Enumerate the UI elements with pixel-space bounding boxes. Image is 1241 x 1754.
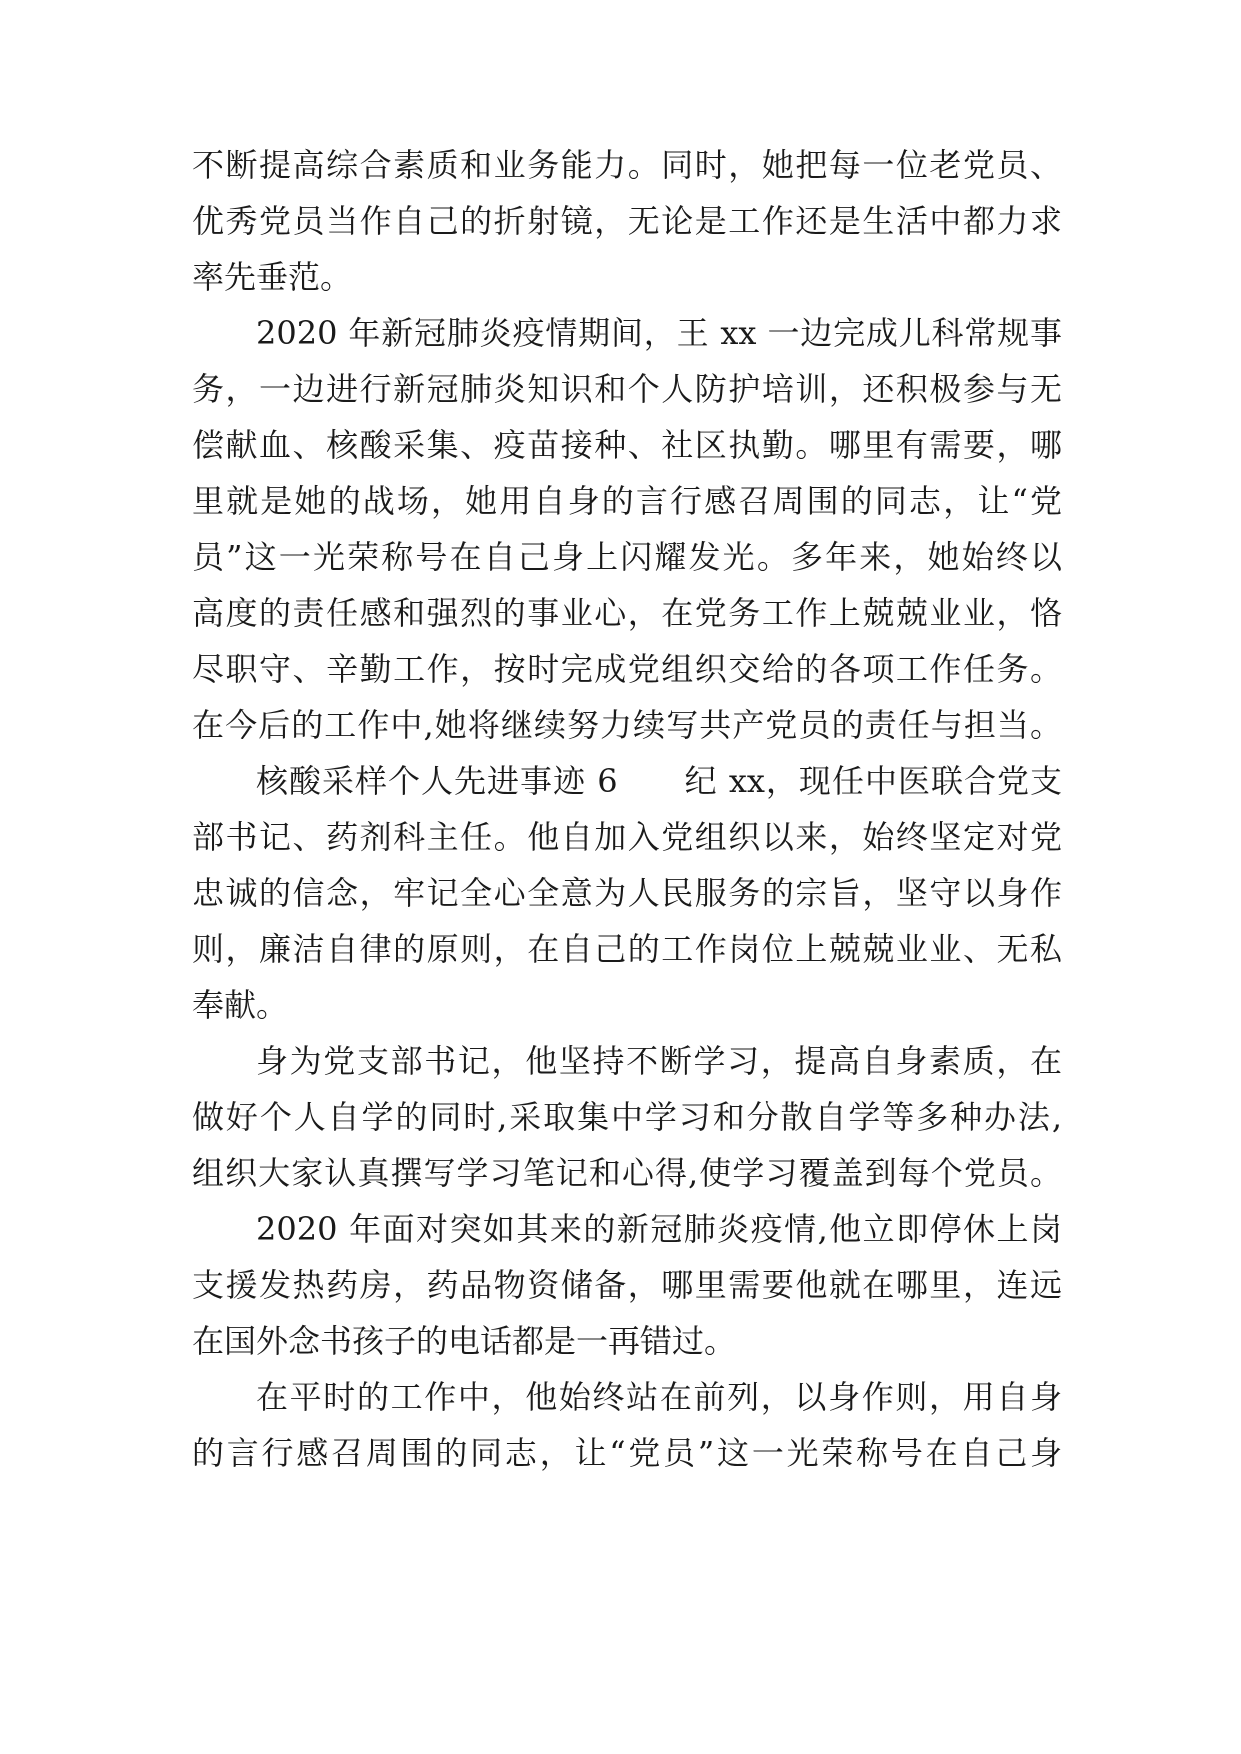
text-line: 里就是她的战场，她用自身的言行感召周围的同志，让“党 (192, 482, 1062, 520)
document-body (192, 137, 1062, 1481)
text-line: 做好个人自学的同时,采取集中学习和分散自学等多种办法, (192, 1098, 1062, 1136)
text-line: 在国外念书孩子的电话都是一再错过。 (192, 1322, 737, 1360)
text-line: 身为党支部书记，他坚持不断学习，提高自身素质，在 (256, 1042, 1062, 1080)
text-line: 则，廉洁自律的原则，在自己的工作岗位上兢兢业业、无私 (192, 930, 1062, 968)
text-line: 高度的责任感和强烈的事业心，在党务工作上兢兢业业，恪 (192, 594, 1062, 632)
text-line: 偿献血、核酸采集、疫苗接种、社区执勤。哪里有需要，哪 (192, 426, 1062, 464)
text-line: 奉献。 (192, 986, 289, 1024)
text-line: 的言行感召周围的同志，让“党员”这一光荣称号在自己身 (192, 1434, 1062, 1472)
text-line: 支援发热药房，药品物资储备，哪里需要他就在哪里，连远 (192, 1266, 1062, 1304)
text-line: 不断提高综合素质和业务能力。同时，她把每一位老党员、 (192, 146, 1062, 184)
text-line: 优秀党员当作自己的折射镜，无论是工作还是生活中都力求 (192, 202, 1062, 240)
text-line: 率先垂范。 (192, 258, 353, 296)
text-line: 2020 年新冠肺炎疫情期间，王 xx 一边完成儿科常规事 (256, 314, 1062, 352)
text-line: 组织大家认真撰写学习笔记和心得,使学习覆盖到每个党员。 (192, 1154, 1062, 1192)
text-line: 尽职守、辛勤工作，按时完成党组织交给的各项工作任务。 (192, 650, 1062, 688)
text-line: 核酸采样个人先进事迹 6 纪 xx，现任中医联合党支 (256, 762, 1062, 800)
text-line: 忠诚的信念，牢记全心全意为人民服务的宗旨，坚守以身作 (192, 874, 1062, 912)
text-line: 部书记、药剂科主任。他自加入党组织以来，始终坚定对党 (192, 818, 1062, 856)
text-line: 在今后的工作中,她将继续努力续写共产党员的责任与担当。 (192, 706, 1062, 744)
text-line: 务，一边进行新冠肺炎知识和个人防护培训，还积极参与无 (192, 370, 1062, 408)
text-line: 员”这一光荣称号在自己身上闪耀发光。多年来，她始终以 (192, 538, 1062, 576)
text-line: 在平时的工作中，他始终站在前列，以身作则，用自身 (256, 1378, 1062, 1416)
text-line: 2020 年面对突如其来的新冠肺炎疫情,他立即停休上岗 (256, 1210, 1062, 1248)
